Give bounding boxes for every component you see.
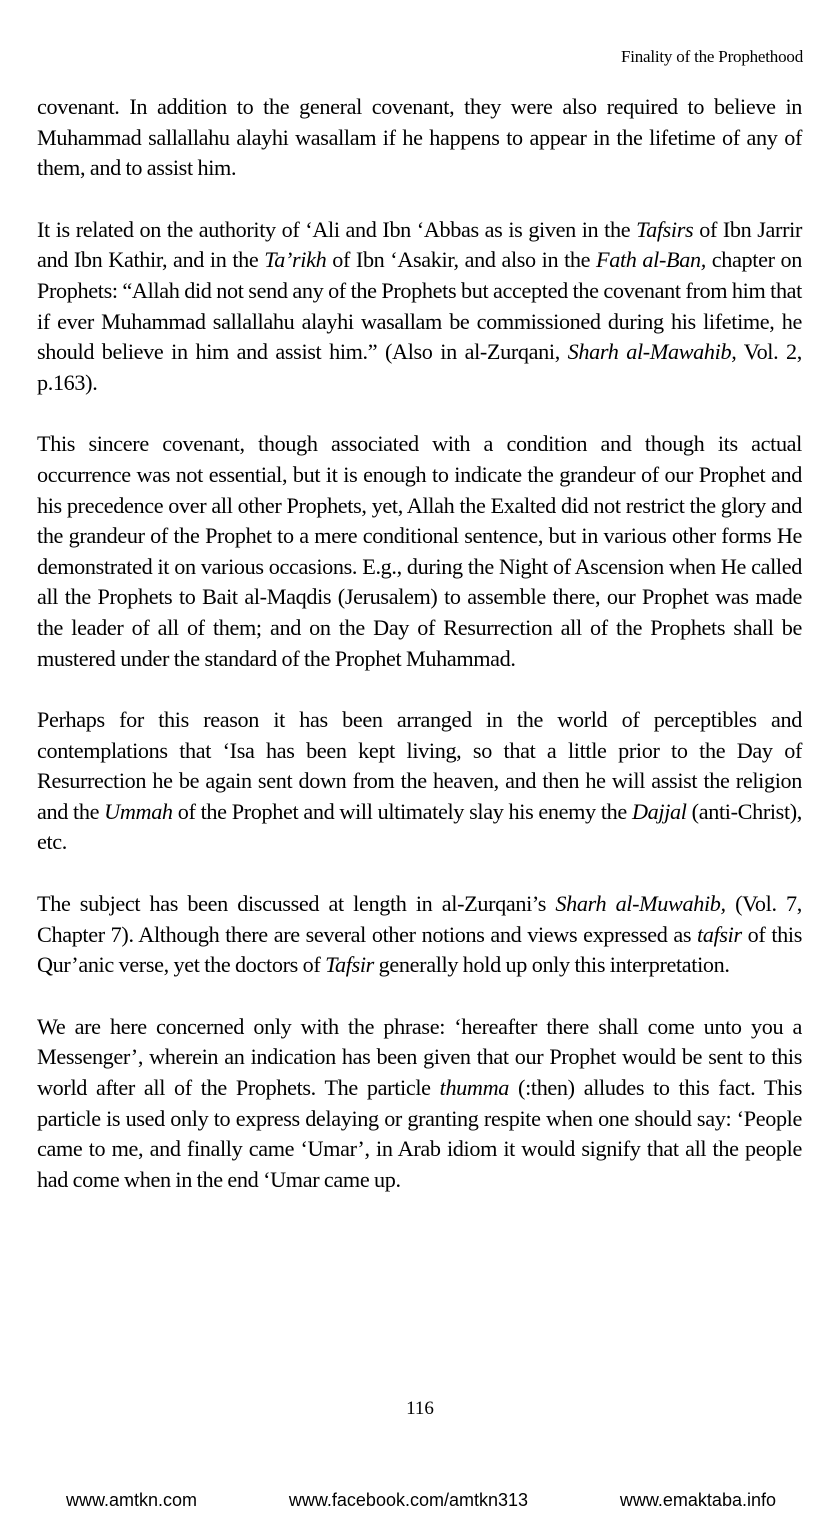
paragraph (37, 215, 802, 399)
paragraph (37, 92, 802, 184)
italic-term: Tafsir (325, 952, 374, 978)
text-run: (:then) alludes to this fact. This particle is used only to express delaying or granting respite when one should say: ‘People came to me, and finally came ‘Umar’, in Arab idiom it would signify that all the people had come when in the end ‘Umar came up. (37, 1075, 802, 1192)
italic-term: tafsir (697, 921, 742, 947)
italic-term: Dajjal (632, 798, 687, 824)
footer-link-facebook[interactable]: www.facebook.com/amtkn313 (288, 1490, 529, 1510)
text-run: The subject has been discussed at length in al-Zurqani’s (37, 891, 556, 917)
text-run: Vol. 2, p.163). (37, 339, 803, 395)
italic-term: thumma (439, 1075, 510, 1101)
page-body (37, 92, 802, 1226)
paragraph (37, 889, 802, 981)
text-run: of Ibn Jarrir and Ibn Kathir, and in the (37, 216, 802, 273)
text-run: We are here concerned only with the phrase: ‘hereafter there shall come unto you a Messenger’, wherein an indication has been given that our Prophet would be sent to this world after all of the Prophets. The particle (37, 1013, 802, 1101)
italic-term: Tafsirs (636, 216, 694, 242)
footer-link-emaktaba[interactable]: www.emaktaba.info (619, 1490, 776, 1510)
text-run: It is related on the authority of ‘Ali and Ibn ‘Abbas as is given in the (37, 216, 637, 242)
footer-link-amtkn[interactable]: www.amtkn.com (66, 1490, 198, 1510)
page-number: 116 (406, 1398, 434, 1419)
text-run: (Vol. 7, Chapter 7). Although there are several other notions and views expressed as (37, 891, 802, 947)
text-run: This sincere covenant, though associated with a condition and though its actual occurrence was not essential, but it is enough to indicate the grandeur of our Prophet and his precedence over all other Prophets, yet, Allah the Exalted did not restrict the glory and the grandeur of the Prophet to a mere conditional sentence, but in various other forms He demonstrated it on various occasions. E.g., during the Night of Ascension when He called all the Prophets to Bait al-Maqdis (Jerusalem) to assemble there, our Prophet was made the leader of all of them; and on the Day of Resurrection all of the Prophets shall be mustered under the standard of the Prophet Muhammad. (37, 431, 802, 671)
italic-term: Sharh al-Mawahib, (567, 339, 737, 365)
text-run: of Ibn ‘Asakir, and also in the (326, 247, 597, 273)
text-run: of this Qur’anic verse, yet the doctors of (37, 921, 802, 978)
italic-term: Fath al-Ban, (596, 247, 706, 273)
paragraph (37, 429, 802, 674)
text-run: (anti-Christ), etc. (37, 798, 803, 855)
paragraph (37, 705, 802, 858)
paragraph (37, 1012, 802, 1196)
footer (66, 1489, 776, 1511)
italic-term: Sharh al-Muwahib, (555, 891, 726, 917)
text-run: Perhaps for this reason it has been arranged in the world of perceptibles and contemplations that ‘Isa has been kept living, so that a little prior to the Day of Resurrection he be again sent down from the heaven, and then he will assist the religion and the (37, 707, 802, 824)
running-header: Finality of the Prophethood (620, 47, 803, 66)
italic-term: Ta’rikh (264, 247, 327, 273)
italic-term: Ummah (104, 798, 173, 824)
text-run: generally hold up only this interpretation. (373, 952, 730, 978)
text-run: covenant. In addition to the general covenant, they were also required to believe in Muhammad sallallahu alayhi wasallam if he happens to appear in the lifetime of any of them, and to assist him. (37, 94, 802, 181)
text-run: of the Prophet and will ultimately slay his enemy the (172, 798, 632, 824)
text-run: chapter on Prophets: “Allah did not send any of the Prophets but accepted the covenant from him that if ever Muhammad sallallahu alayhi wasallam be commissioned during his lifetime, he should believe in him and assist him.” (Also in al-Zurqani, (37, 247, 803, 365)
